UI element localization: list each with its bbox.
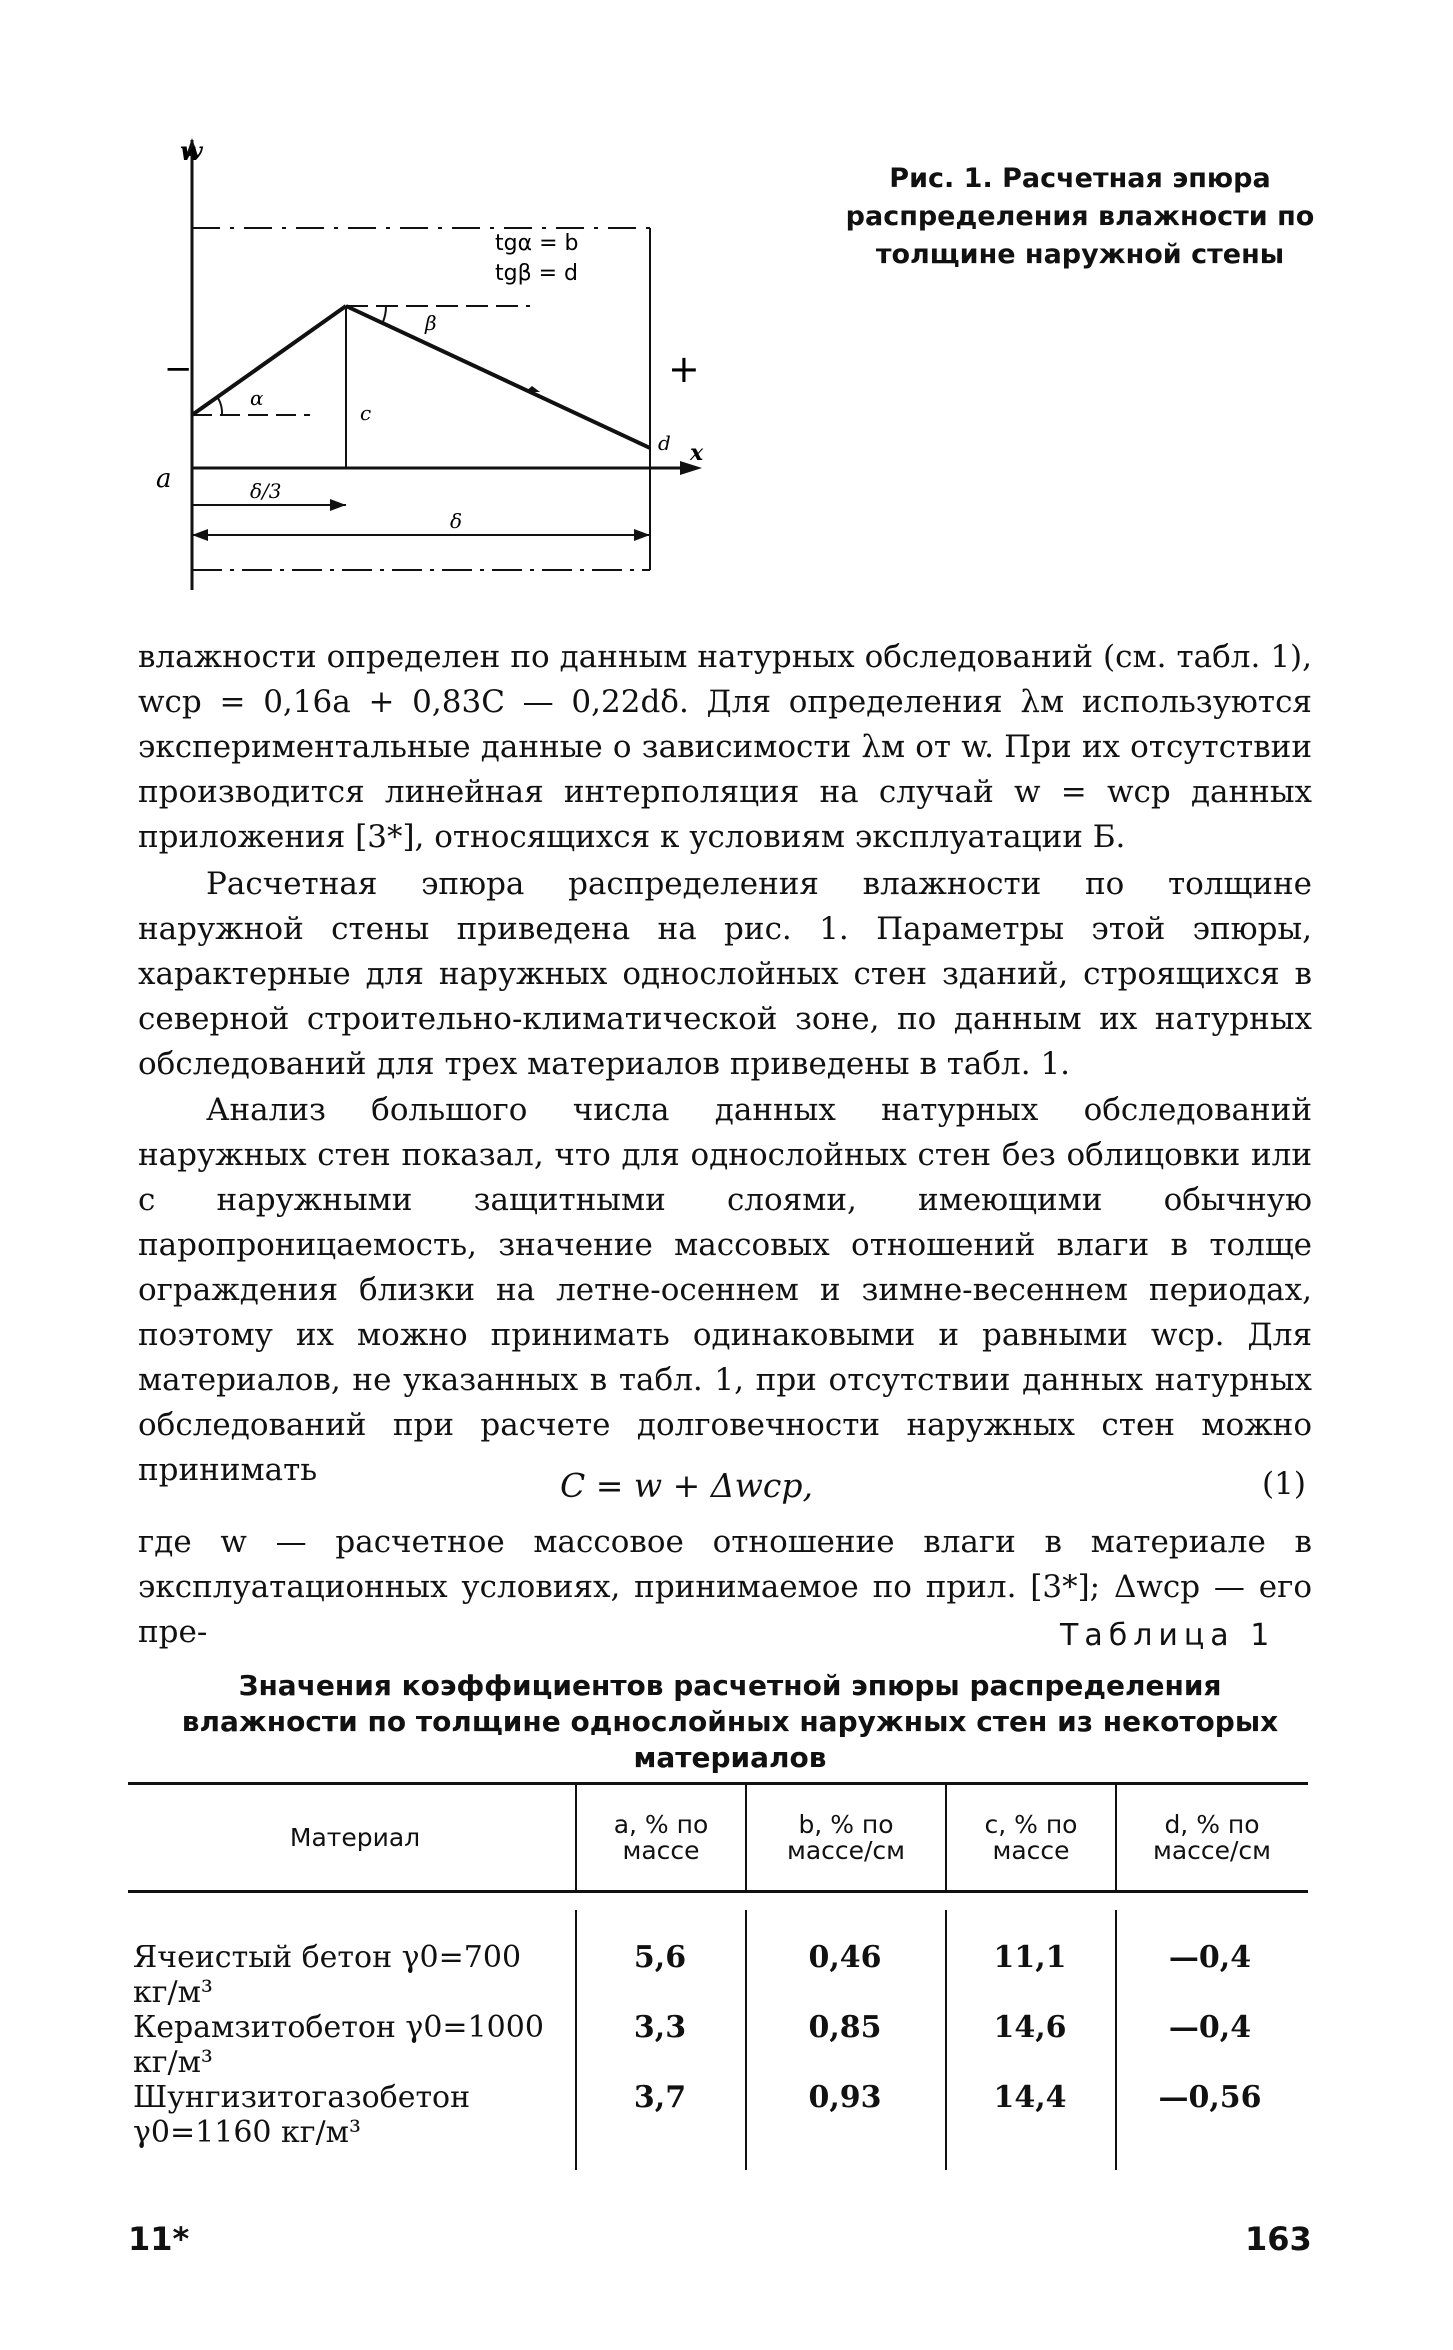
dim-delta3-arrow — [330, 499, 346, 511]
row2-a: 3,3 — [633, 2010, 687, 2045]
dim-delta-arrow-right — [634, 529, 650, 541]
page-number: 163 — [1245, 2220, 1312, 2258]
formula-number: (1) — [1262, 1466, 1306, 1502]
row3-a: 3,7 — [633, 2080, 687, 2115]
label-x: x — [690, 440, 704, 466]
row1-a: 5,6 — [633, 1940, 687, 1975]
paragraph-1: влажности определен по данным натурных обследований (см. табл. 1), wср = 0,16a + 0,83C — 0,22dδ. Для определения λм используются экспериментальные данные о зависимости λм от w. При их отсутствии производится линейная интерполяция на случай w = wср данных приложения [3*], относящихся к условиям эксплуатации Б. — [138, 639, 1312, 855]
header-material: Материал — [289, 1823, 421, 1852]
col-divider-body-4 — [1115, 1910, 1117, 2170]
row1-b: 0,46 — [808, 1940, 882, 1975]
col-divider-body-1 — [575, 1910, 577, 2170]
row3-b: 0,93 — [808, 2080, 882, 2115]
label-beta: β — [425, 311, 437, 335]
label-d: d — [658, 431, 671, 455]
col-divider-4 — [1115, 1785, 1117, 1890]
table-header-rule — [128, 1890, 1308, 1893]
label-delta: δ — [450, 509, 463, 533]
table-label: Таблица 1 — [1060, 1618, 1276, 1653]
row1-d: —0,4 — [1168, 1940, 1252, 1975]
beta-arc — [382, 306, 386, 324]
row3-c: 14,4 — [993, 2080, 1067, 2115]
label-w: w — [180, 137, 203, 167]
row1-c: 11,1 — [993, 1940, 1067, 1975]
col-divider-2 — [745, 1785, 747, 1890]
dim-delta-arrow-left — [192, 529, 208, 541]
col-divider-1 — [575, 1785, 577, 1890]
header-c: c, % по массе — [984, 1810, 1078, 1865]
table-top-rule — [128, 1782, 1308, 1785]
row2-c: 14,6 — [993, 2010, 1067, 2045]
moisture-diagram — [150, 130, 710, 600]
label-delta3: δ/3 — [250, 479, 282, 503]
label-tga: tgα = b — [495, 231, 579, 256]
rise-line — [192, 306, 346, 415]
label-minus: − — [164, 349, 193, 389]
row2-b: 0,85 — [808, 2010, 882, 2045]
alpha-arc — [218, 398, 222, 415]
header-b: b, % по массе/см — [786, 1810, 906, 1865]
label-a: a — [156, 464, 172, 494]
label-plus: + — [668, 347, 700, 391]
row3-d: —0,56 — [1158, 2080, 1262, 2115]
header-a: a, % по массе — [613, 1810, 709, 1865]
header-d: d, % по массе/см — [1152, 1810, 1272, 1865]
row2-d: —0,4 — [1168, 2010, 1252, 2045]
label-c: c — [360, 401, 372, 425]
table-title: Значения коэффициентов расчетной эпюры распределения влажности по толщине однослойных наружных стен из некоторых материалов — [181, 1669, 1279, 1774]
col-divider-3 — [945, 1785, 947, 1890]
col-divider-body-3 — [945, 1910, 947, 2170]
label-tgb: tgβ = d — [495, 261, 579, 286]
label-alpha: α — [250, 386, 264, 410]
signature-mark: 11* — [128, 2220, 190, 2258]
row2-material: Керамзитобетон γ0=1000 кг/м³ — [133, 2010, 544, 2080]
paragraph-2: Расчетная эпюра распределения влажности по толщине наружной стены приведена на рис. 1. Параметры этой эпюры, характерные для наружных однослойных стен зданий, строящихся в северной строительно-климатической зоне, по данным их натурных обследований для трех материалов приведены в табл. 1. — [138, 866, 1312, 1082]
row1-material: Ячеистый бетон γ0=700 кг/м³ — [133, 1940, 522, 2010]
paragraph-after-formula: где w — расчетное массовое отношение влаги в материале в эксплуатационных условиях, принимаемое по прил. [3*]; Δwср — его пре- — [138, 1524, 1312, 1650]
figure-caption: Рис. 1. Расчетная эпюра распределения влажности по толщине наружной стены — [845, 163, 1315, 270]
formula: C = w + Δwср, — [560, 1466, 813, 1505]
col-divider-body-2 — [745, 1910, 747, 2170]
paragraph-3: Анализ большого числа данных натурных обследований наружных стен показал, что для однослойных стен без облицовки или с наружными защитными слоями, имеющими обычную паропроницаемость, значение массовых отношений влаги в толще ограждения близки на летне-осеннем и зимне-весеннем периодах, поэтому их можно принимать одинаковыми и равными wср. Для материалов, не указанных в табл. 1, при отсутствии данных натурных обследований при расчете долговечности наружных стен можно принимать — [138, 1092, 1312, 1488]
row3-material: Шунгизитогазобетон γ0=1160 кг/м³ — [133, 2080, 471, 2150]
fall-line — [346, 306, 650, 448]
